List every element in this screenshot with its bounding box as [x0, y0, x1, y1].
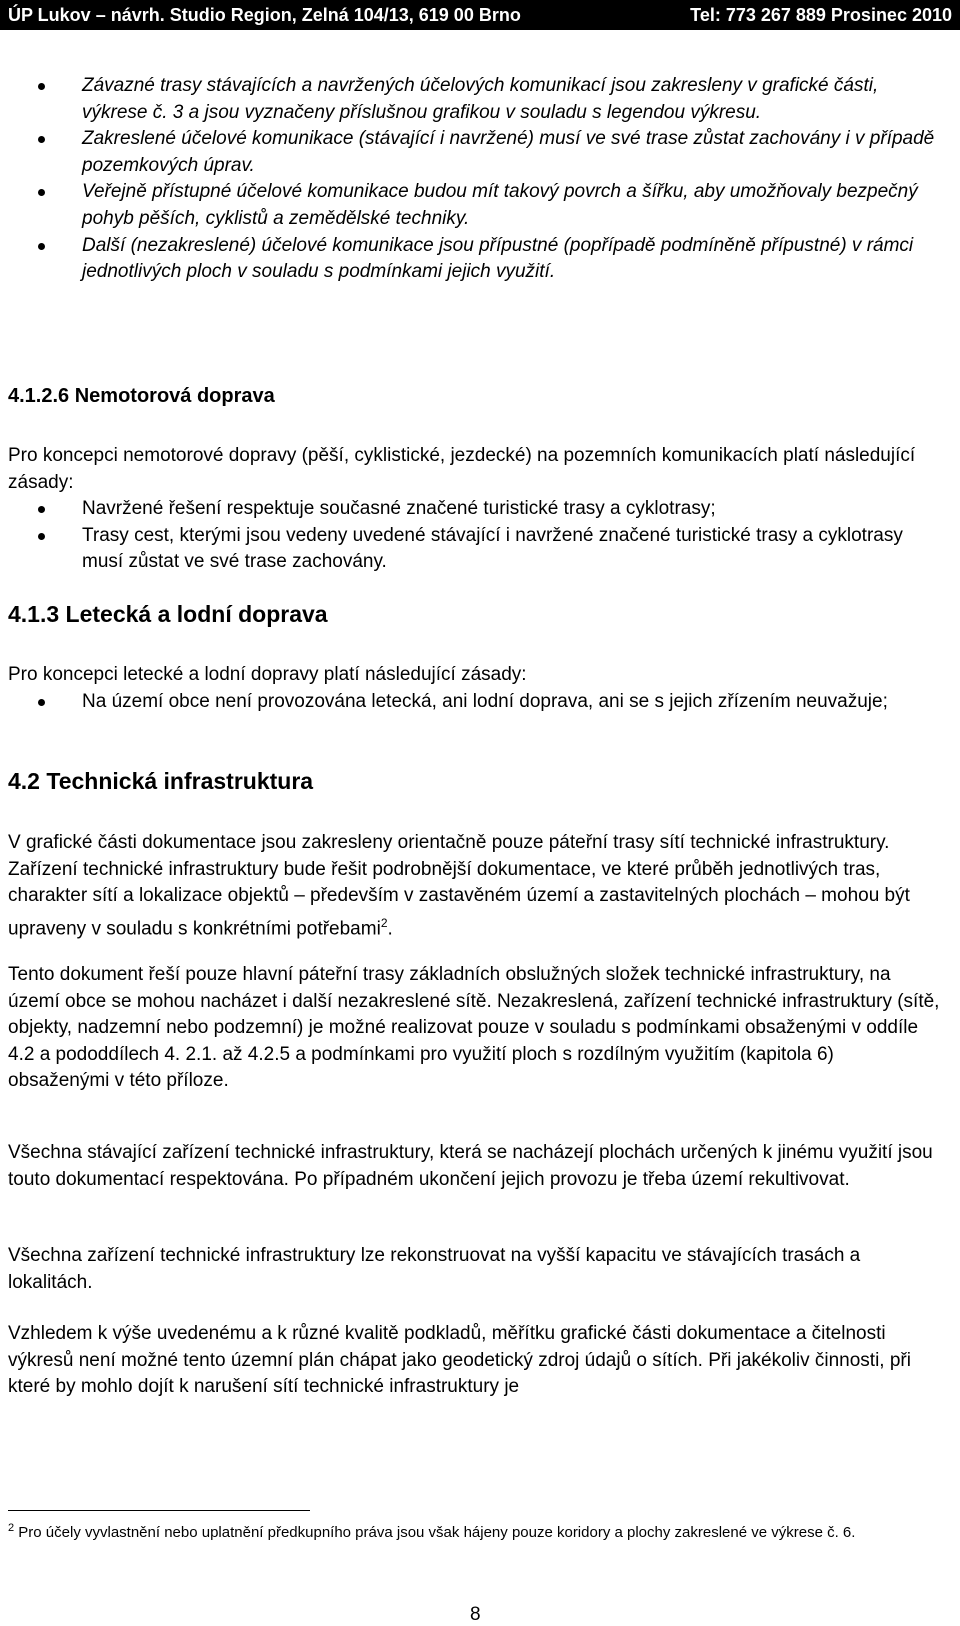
section-413-bullets	[0, 689, 960, 716]
section-heading: 4.2 Technická infrastruktura	[8, 768, 314, 794]
footnote-divider	[8, 1510, 310, 1511]
paragraph	[0, 830, 960, 943]
section-42-p3	[0, 1140, 960, 1193]
section-413-body	[0, 662, 960, 715]
header-left-text: ÚP Lukov – návrh. Studio Region, Zelná 104/13, 619 00 Brno	[8, 4, 521, 25]
paragraph: Vzhledem k výše uvedenému a k různé kvalitě podkladů, měřítku grafické části dokumentace a čitelnosti výkresů není možné tento územní plán chápat jako geodetický zdroj údajů o sítích. Při jakékoliv činnosti, při které by mohlo dojít k narušení sítí technické infrastruktury je	[8, 1323, 911, 1398]
footnote-mark: 2	[8, 1522, 15, 1534]
page-number: 8	[470, 1604, 481, 1625]
footnote-text: Pro účely vyvlastnění nebo uplatnění předkupního práva jsou však hájeny pouze koridory a plochy zakreslené ve výkrese č. 6.	[14, 1524, 856, 1541]
paragraph-text: V grafické části dokumentace jsou zakresleny orientačně pouze páteřní trasy sítí technické infrastruktury. Zařízení technické infrastruktury bude řešit podrobnější dokumentace, ve které průběh jednotlivých tras, charakter sítí a lokalizace objektů – především v zastavěném území a zastavitelných plochách – mohou být upraveny v souladu s konkrétními potřebami	[8, 832, 910, 940]
section-heading: 4.1.3 Letecká a lodní doprava	[8, 601, 328, 627]
header-right-text: Tel: 773 267 889 Prosinec 2010	[690, 4, 952, 25]
footnote-ref: 2	[380, 915, 388, 930]
list-item: Závazné trasy stávajících a navržených účelových komunikací jsou zakresleny v grafické části, výkrese č. 3 a jsou vyznačeny příslušnou grafikou v souladu s legendou výkresu.	[0, 73, 960, 126]
list-item: Zakreslené účelové komunikace (stávající i navržené) musí ve své trase zůstat zachovány i v případě pozemkových úprav.	[0, 126, 960, 179]
top-bullet-list	[0, 73, 960, 286]
section-4126-body	[0, 443, 960, 576]
section-42-p4	[0, 1243, 960, 1296]
section-42-p2	[0, 962, 960, 1095]
paragraph: Všechna zařízení technické infrastruktury lze rekonstruovat na vyšší kapacitu ve stávajících trasách a lokalitách.	[8, 1245, 861, 1293]
list-item: Další (nezakreslené) účelové komunikace jsou přípustné (popřípadě podmíněně přípustné) v rámci jednotlivých ploch v souladu s podmínkami jejich využití.	[0, 233, 960, 286]
list-item: Navržené řešení respektuje současné značené turistické trasy a cyklotrasy;	[0, 496, 960, 523]
paragraph: Všechna stávající zařízení technické infrastruktury, která se nacházejí plochách určených k jinému využití jsou touto dokumentací respektována. Po případném ukončení jejich provozu je třeba území rekultivovat.	[8, 1142, 933, 1190]
section-413	[0, 601, 960, 628]
section-4126	[0, 385, 960, 408]
section-42	[0, 768, 960, 795]
footnote	[8, 1518, 938, 1543]
paragraph: Tento dokument řeší pouze hlavní páteřní trasy základních obslužných složek technické infrastruktury, na území obce se mohou nacházet i další nezakreslené sítě. Nezakreslená, zařízení technické infrastruktury (sítě, objekty, nadzemní nebo podzemní) je možné realizovat pouze v souladu s podmínkami obsaženými v oddíle 4.2 a pododdílech 4. 2.1. až 4.2.5 a podmínkami pro využití ploch s rozdílným využitím (kapitola 6) obsaženými v této příloze.	[8, 964, 940, 1092]
list-item: Veřejně přístupné účelové komunikace budou mít takový povrch a šířku, aby umožňovaly bezpečný pohyb pěších, cyklistů a zemědělské techniky.	[0, 179, 960, 232]
section-42-p5	[0, 1321, 960, 1401]
section-intro: Pro koncepci nemotorové dopravy (pěší, cyklistické, jezdecké) na pozemních komunikacích platí následující zásady:	[8, 445, 916, 493]
page-header	[0, 0, 960, 30]
list-item: Na území obce není provozována letecká, ani lodní doprava, ani se s jejich zřízením neuvažuje;	[0, 689, 960, 716]
section-42-p1	[0, 830, 960, 943]
section-4126-bullets	[0, 496, 960, 576]
list-item: Trasy cest, kterými jsou vedeny uvedené stávající i navržené značené turistické trasy a cyklotrasy musí zůstat ve své trase zachovány.	[0, 523, 960, 576]
paragraph-end: .	[387, 918, 393, 940]
section-intro: Pro koncepci letecké a lodní dopravy platí následující zásady:	[8, 664, 527, 685]
section-heading: 4.1.2.6 Nemotorová doprava	[8, 385, 275, 407]
